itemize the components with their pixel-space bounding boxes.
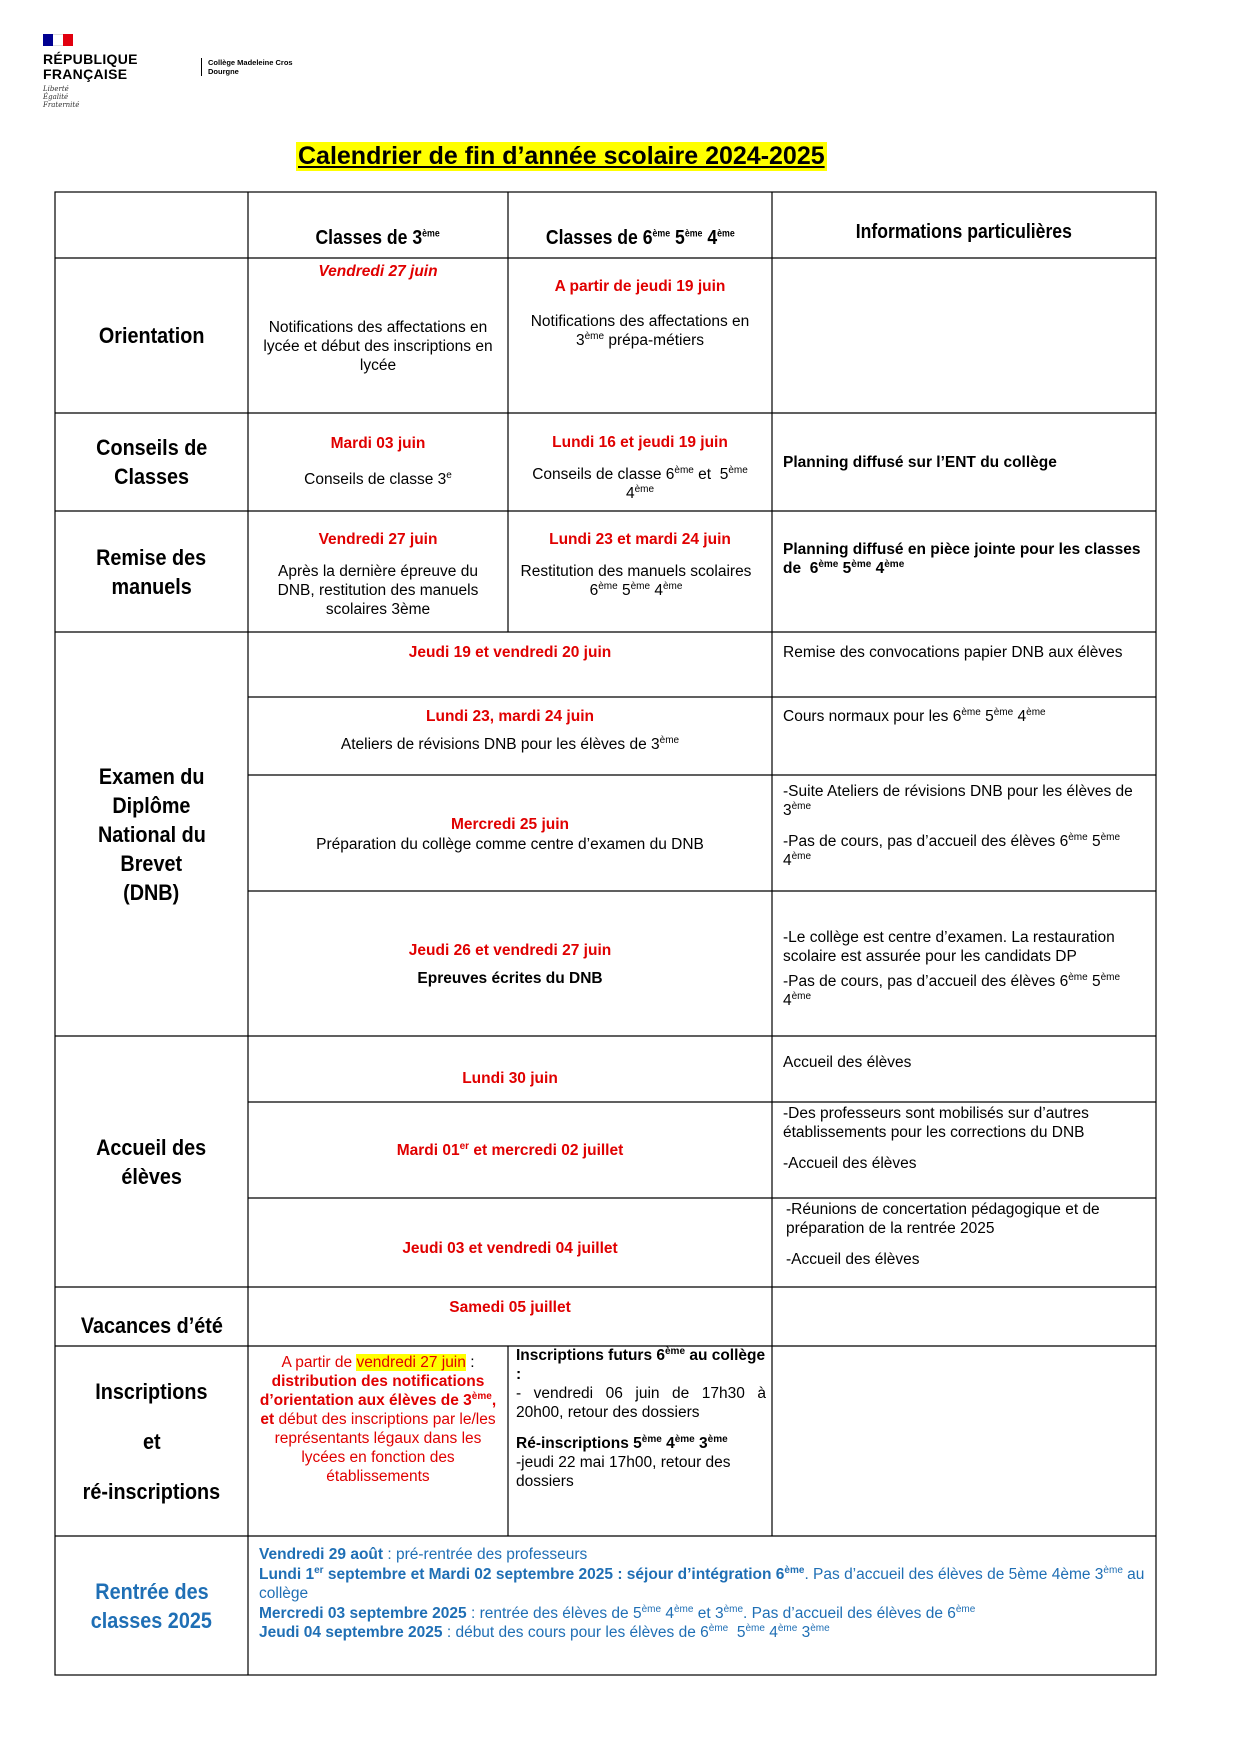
manuels-654-date: Lundi 23 et mardi 24 juin [549,530,731,548]
dnb-r1-date: Jeudi 19 et vendredi 20 juin [408,643,612,661]
col-header-3eme: Classes de 3ème [315,226,441,249]
manuels-3eme-date: Vendredi 27 juin [318,530,438,548]
accueil-r2-info: -Des professeurs sont mobilisés sur d’autres établissements pour les corrections du DNB -Accueil des élèves [783,1105,1089,1172]
dnb-r3-text: Préparation du collège comme centre d’examen du DNB [316,835,704,853]
manuels-info: Planning diffusé en pièce jointe pour les classes de 6ème 5ème 4ème [783,541,1141,577]
row-label-inscriptions: Inscriptions et ré-inscriptions [82,1378,221,1504]
dnb-r4-text: Epreuves écrites du DNB [417,969,603,987]
conseils-654-date: Lundi 16 et jeudi 19 juin [552,433,728,451]
accueil-r3-info: -Réunions de concertation pédagogique et de préparation de la rentrée 2025 -Accueil des élèves [786,1201,1100,1268]
conseils-3eme-text: Conseils de classe 3e [304,469,452,488]
row-label-manuels: Remise des manuels [96,544,207,599]
row-label-dnb: Examen du Diplôme National du Brevet (DNB) [97,763,206,905]
orientation-3eme-date: Vendredi 27 juin [318,263,438,280]
francaise-text: FRANÇAISE [43,66,128,82]
dnb-r2-date: Lundi 23, mardi 24 juin [426,707,594,725]
col-header-6-5-4: Classes de 6ème 5ème 4ème [545,226,735,249]
republique-text: RÉPUBLIQUE [43,51,138,67]
accueil-r2-date: Mardi 01er et mercredi 02 juillet [396,1140,624,1159]
manuels-654-text: Restitution des manuels scolaires 6ème 5ème 4ème [520,563,752,599]
inscriptions-3eme-text: A partir de vendredi 27 juin : distribution des notifications d’orientation aux élèves de 3ème, et début des inscriptions par le/les représentants légaux dans les lycées en fonction des établissements [259,1354,497,1485]
dnb-r3-date: Mercredi 25 juin [450,815,569,833]
accueil-r3-date: Jeudi 03 et vendredi 04 juillet [402,1239,618,1257]
row-label-orientation: Orientation [98,323,205,348]
dnb-r1-info: Remise des convocations papier DNB aux élèves [783,643,1123,661]
inscriptions-654-text: Inscriptions futurs 6ème au collège : - vendredi 06 juin de 17h30 à 20h00, retour des dossiers Ré-inscriptions 5ème 4ème 3ème -jeudi 22 mai 17h00, retour des dossiers [516,1345,766,1490]
row-label-rentree: Rentrée des classes 2025 [90,1578,213,1633]
dnb-r3-info: -Suite Ateliers de révisions DNB pour les élèves de 3ème -Pas de cours, pas d’accueil des élèves 6ème 5ème 4ème [783,783,1133,869]
orientation-654-text: Notifications des affectations en 3ème prépa-métiers [530,313,750,349]
row-label-vacances: Vacances d’été [80,1312,223,1338]
accueil-r1-date: Lundi 30 juin [462,1069,558,1087]
dnb-r2-info: Cours normaux pour les 6ème 5ème 4ème [783,706,1046,725]
col-header-info: Informations particulières [855,220,1073,243]
college-name: Collège Madeleine Cros Dourgne [201,58,293,76]
dnb-r4-info: -Le collège est centre d’examen. La restauration scolaire est assurée pour les candidats DP -Pas de cours, pas d’accueil des élèves 6ème 5ème 4ème [783,929,1121,1009]
manuels-3eme-text: Après la dernière épreuve du DNB, restitution des manuels scolaires 3ème [277,563,479,618]
row-label-conseils: Conseils de Classes [95,435,208,489]
page-title: Calendrier de fin d’année scolaire 2024-2025 [298,142,825,170]
row-label-accueil: Accueil des élèves [96,1134,207,1189]
dnb-r2-text: Ateliers de révisions DNB pour les élèves de 3ème [340,734,680,753]
orientation-654-date: A partir de jeudi 19 juin [554,277,726,295]
rentree-text: Vendredi 29 août : pré-rentrée des professeurs Lundi 1er septembre et Mardi 02 septembre 2025 : séjour d’intégration 6ème. Pas d’accueil des élèves de 5ème 4ème 3ème au collège Mercredi 03 septembre 2025 : rentrée des élèves de 5ème 4ème et 3ème. Pas d’accueil des élèves de 6ème Jeudi 04 septembre 2025 : début des cours pour les élèves de 6ème 5ème 4ème 3ème [259,1546,1145,1641]
marianne-flag-icon [43,34,73,46]
accueil-r1-info: Accueil des élèves [783,1053,912,1071]
conseils-654-text: Conseils de classe 6ème et 5ème 4ème [532,464,748,502]
dnb-r4-date: Jeudi 26 et vendredi 27 juin [408,941,612,959]
conseils-info: Planning diffusé sur l’ENT du collège [783,453,1057,471]
republique-francaise-logo [43,34,138,109]
conseils-3eme-date: Mardi 03 juin [330,434,426,452]
vacances-date: Samedi 05 juillet [449,1298,571,1316]
motto: Liberté Égalité Fraternité [43,85,80,109]
orientation-3eme-text: Notifications des affectations en lycée et début des inscriptions en lycée [263,319,493,374]
